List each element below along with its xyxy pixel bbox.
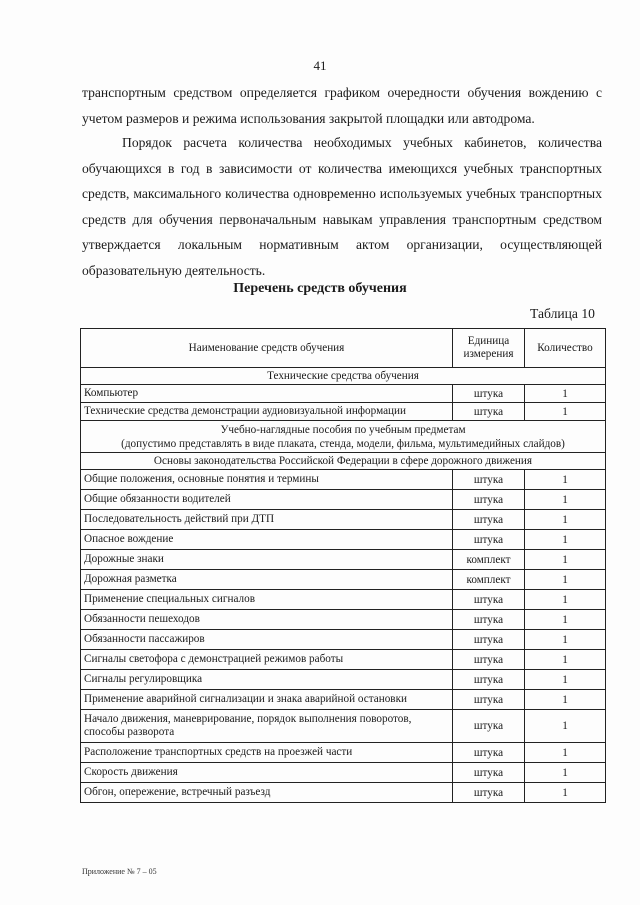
- section-technical: Технические средства обучения: [81, 368, 606, 385]
- row-name: Технические средства демонстрации аудиовизуальной информации: [81, 403, 453, 421]
- table-row: [81, 403, 606, 421]
- row-name: Скорость движения: [81, 763, 453, 783]
- row-unit: штука: [453, 403, 525, 421]
- table-row: [81, 650, 606, 670]
- row-name: Дорожные знаки: [81, 550, 453, 570]
- row-name: Обязанности пешеходов: [81, 610, 453, 630]
- section-legislation: Основы законодательства Российской Федерации в сфере дорожного движения: [81, 453, 606, 470]
- row-unit: штука: [453, 650, 525, 670]
- header-unit: Единица измерения: [453, 329, 525, 368]
- row-name: Обязанности пассажиров: [81, 630, 453, 650]
- table-row: [81, 710, 606, 743]
- row-qty: 1: [525, 743, 606, 763]
- row-unit: штука: [453, 530, 525, 550]
- row-unit: комплект: [453, 570, 525, 590]
- table-row: [81, 783, 606, 803]
- row-unit: штука: [453, 470, 525, 490]
- table-caption: Таблица 10: [530, 306, 595, 321]
- row-unit: штука: [453, 630, 525, 650]
- table-row: [81, 763, 606, 783]
- table-header-row: [81, 329, 606, 368]
- row-unit: штука: [453, 763, 525, 783]
- row-name: Сигналы светофора с демонстрацией режимов работы: [81, 650, 453, 670]
- row-qty: 1: [525, 610, 606, 630]
- footer-note: Приложение № 7 – 05: [82, 867, 157, 876]
- table-row: [81, 690, 606, 710]
- rows-legislation: [81, 470, 606, 803]
- table-row: [81, 670, 606, 690]
- row-qty: 1: [525, 570, 606, 590]
- row-qty: 1: [525, 783, 606, 803]
- row-name: Компьютер: [81, 385, 453, 403]
- row-name: Общие обязанности водителей: [81, 490, 453, 510]
- row-qty: 1: [525, 385, 606, 403]
- row-qty: 1: [525, 550, 606, 570]
- row-qty: 1: [525, 650, 606, 670]
- rows-technical: [81, 385, 606, 421]
- section-visual-aids-title: Учебно-наглядные пособия по учебным предметам: [220, 423, 466, 436]
- row-name: Сигналы регулировщика: [81, 670, 453, 690]
- row-qty: 1: [525, 470, 606, 490]
- row-name: Общие положения, основные понятия и термины: [81, 470, 453, 490]
- table-row: [81, 490, 606, 510]
- row-qty: 1: [525, 763, 606, 783]
- row-qty: 1: [525, 690, 606, 710]
- table-row: [81, 385, 606, 403]
- row-name: Применение специальных сигналов: [81, 590, 453, 610]
- row-unit: штука: [453, 710, 525, 743]
- table-row: [81, 610, 606, 630]
- header-name: Наименование средств обучения: [81, 329, 453, 368]
- table-row: [81, 570, 606, 590]
- row-unit: штука: [453, 385, 525, 403]
- row-unit: штука: [453, 670, 525, 690]
- page-number: 41: [313, 58, 327, 73]
- table-row: [81, 630, 606, 650]
- paragraph-2: Порядок расчета количества необходимых учебных кабинетов, количества обучающихся в год в зависимости от количества имеющихся учебных транспортных средств, максимального количества одновременно используемых учебных транспортных средств для обучения первоначальным навыкам управления транспортным средством утверждается локальным нормативным актом организации, осуществляющей образовательную деятельность.: [82, 135, 602, 278]
- row-name: Последовательность действий при ДТП: [81, 510, 453, 530]
- table-row: [81, 743, 606, 763]
- list-heading: Перечень средств обучения: [233, 281, 407, 296]
- row-unit: штука: [453, 510, 525, 530]
- row-unit: штука: [453, 610, 525, 630]
- section-row: [81, 453, 606, 470]
- row-qty: 1: [525, 670, 606, 690]
- table-row: [81, 510, 606, 530]
- row-name: Начало движения, маневрирование, порядок выполнения поворотов, способы разворота: [81, 710, 453, 743]
- row-unit: штука: [453, 490, 525, 510]
- row-unit: штука: [453, 743, 525, 763]
- row-qty: 1: [525, 510, 606, 530]
- row-unit: штука: [453, 590, 525, 610]
- row-name: Расположение транспортных средств на проезжей части: [81, 743, 453, 763]
- row-name: Обгон, опережение, встречный разъезд: [81, 783, 453, 803]
- table-row: [81, 530, 606, 550]
- section-visual-aids-note: (допустимо представлять в виде плаката, стенда, модели, фильма, мультимедийных слайдов): [121, 437, 565, 450]
- section-row: [81, 368, 606, 385]
- section-row: [81, 421, 606, 453]
- means-table: [80, 328, 606, 803]
- row-qty: 1: [525, 630, 606, 650]
- table-row: [81, 550, 606, 570]
- table-row: [81, 590, 606, 610]
- row-name: Применение аварийной сигнализации и знака аварийной остановки: [81, 690, 453, 710]
- row-qty: 1: [525, 530, 606, 550]
- row-qty: 1: [525, 710, 606, 743]
- row-qty: 1: [525, 403, 606, 421]
- row-name: Опасное вождение: [81, 530, 453, 550]
- row-qty: 1: [525, 490, 606, 510]
- table-row: [81, 470, 606, 490]
- row-unit: штука: [453, 783, 525, 803]
- row-name: Дорожная разметка: [81, 570, 453, 590]
- row-qty: 1: [525, 590, 606, 610]
- header-qty: Количество: [525, 329, 606, 368]
- paragraph-1: транспортным средством определяется графиком очередности обучения вождению с учетом размеров и режима использования закрытой площадки или автодрома.: [82, 85, 602, 126]
- row-unit: штука: [453, 690, 525, 710]
- row-unit: комплект: [453, 550, 525, 570]
- section-visual-aids: [81, 421, 606, 453]
